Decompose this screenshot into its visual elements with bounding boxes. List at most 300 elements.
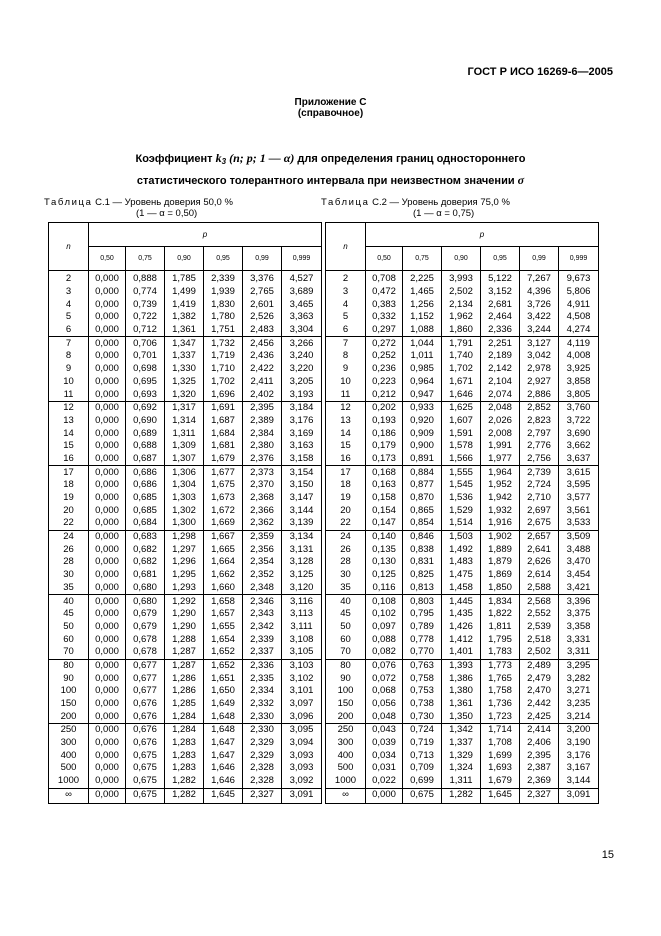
value-cell: 2,048 <box>481 401 520 414</box>
value-cell: 1,152 <box>403 311 442 324</box>
value-cell: 2,369 <box>520 775 559 788</box>
value-cell: 1,830 <box>204 298 243 311</box>
table-row <box>326 388 599 401</box>
table-row <box>326 659 599 672</box>
value-cell: 1,664 <box>204 556 243 569</box>
value-cell: 2,384 <box>243 427 282 440</box>
value-cell: 3,116 <box>282 595 322 608</box>
n-column-header: n <box>49 223 89 271</box>
table-row <box>326 685 599 698</box>
value-cell: 1,324 <box>442 762 481 775</box>
value-cell: 1,325 <box>165 376 204 389</box>
value-cell: 0,920 <box>403 415 442 428</box>
table-row <box>326 775 599 788</box>
value-cell: 0,683 <box>126 530 165 543</box>
value-cell: 1,667 <box>204 530 243 543</box>
annex-heading <box>0 97 661 119</box>
value-cell: 1,011 <box>403 350 442 363</box>
value-cell: 0,675 <box>126 788 165 804</box>
table-c1 <box>48 222 322 804</box>
value-cell: 1,650 <box>204 685 243 698</box>
n-cell: 13 <box>49 415 89 428</box>
value-cell: 3,577 <box>559 492 599 505</box>
value-cell: 0,719 <box>403 737 442 750</box>
value-cell: 1,320 <box>165 388 204 401</box>
value-cell: 1,297 <box>165 543 204 556</box>
value-cell: 1,648 <box>204 710 243 723</box>
value-cell: 1,646 <box>442 388 481 401</box>
value-cell: 0,763 <box>403 659 442 672</box>
value-cell: 1,834 <box>481 595 520 608</box>
value-cell: 2,797 <box>520 427 559 440</box>
value-cell: 1,687 <box>204 415 243 428</box>
value-cell: 0,909 <box>403 427 442 440</box>
value-cell: 2,329 <box>243 737 282 750</box>
n-cell: 7 <box>326 337 366 350</box>
value-cell: 2,852 <box>520 401 559 414</box>
table-row <box>49 659 322 672</box>
table-row <box>49 569 322 582</box>
value-cell: 3,139 <box>282 517 322 530</box>
n-cell: 28 <box>49 556 89 569</box>
value-cell: 1,942 <box>481 492 520 505</box>
value-cell: 3,925 <box>559 363 599 376</box>
table-row <box>49 775 322 788</box>
value-cell: 0,000 <box>89 337 126 350</box>
value-cell: 3,154 <box>282 466 322 479</box>
value-cell: 2,739 <box>520 466 559 479</box>
n-cell: ∞ <box>326 788 366 804</box>
n-cell: 200 <box>49 710 89 723</box>
value-cell: 1,860 <box>442 324 481 337</box>
value-cell: 0,964 <box>403 376 442 389</box>
value-cell: 3,169 <box>282 427 322 440</box>
table-row <box>326 427 599 440</box>
table-header <box>49 223 322 271</box>
n-cell: ∞ <box>49 788 89 804</box>
value-cell: 0,000 <box>89 271 126 286</box>
value-cell: 1,740 <box>442 350 481 363</box>
value-cell: 2,336 <box>481 324 520 337</box>
value-cell: 3,125 <box>282 569 322 582</box>
value-cell: 1,758 <box>481 685 520 698</box>
table-row <box>49 376 322 389</box>
value-cell: 2,328 <box>243 775 282 788</box>
header-row-1 <box>326 223 599 247</box>
n-cell: 22 <box>49 517 89 530</box>
n-cell: 19 <box>49 492 89 505</box>
value-cell: 1,337 <box>442 737 481 750</box>
n-cell: 16 <box>49 453 89 466</box>
value-cell: 2,342 <box>243 621 282 634</box>
value-cell: 0,000 <box>89 324 126 337</box>
value-cell: 3,805 <box>559 388 599 401</box>
value-cell: 2,142 <box>481 363 520 376</box>
n-cell: 11 <box>326 388 366 401</box>
table-row <box>49 388 322 401</box>
n-cell: 10 <box>49 376 89 389</box>
value-cell: 0,739 <box>126 298 165 311</box>
p-group-header: p <box>89 223 322 247</box>
title-rest: для определения границ одностороннего <box>297 153 526 165</box>
value-cell: 1,625 <box>442 401 481 414</box>
value-cell: 0,985 <box>403 363 442 376</box>
p-value-header: 0,90 <box>165 247 204 271</box>
value-cell: 2,710 <box>520 492 559 505</box>
value-cell: 1,657 <box>204 608 243 621</box>
value-cell: 0,072 <box>366 672 403 685</box>
value-cell: 0,709 <box>403 762 442 775</box>
value-cell: 0,675 <box>126 762 165 775</box>
value-cell: 3,595 <box>559 479 599 492</box>
value-cell: 3,214 <box>559 710 599 723</box>
value-cell: 0,770 <box>403 646 442 659</box>
value-cell: 2,352 <box>243 569 282 582</box>
value-cell: 1,380 <box>442 685 481 698</box>
value-cell: 1,647 <box>204 737 243 750</box>
value-cell: 0,682 <box>126 556 165 569</box>
value-cell: 0,154 <box>366 504 403 517</box>
table-row <box>326 762 599 775</box>
table-row <box>326 271 599 286</box>
value-cell: 3,470 <box>559 556 599 569</box>
header-row-1 <box>49 223 322 247</box>
value-cell: 2,626 <box>520 556 559 569</box>
n-cell: 4 <box>326 298 366 311</box>
p-value-header: 0,50 <box>366 247 403 271</box>
value-cell: 2,614 <box>520 569 559 582</box>
value-cell: 3,454 <box>559 569 599 582</box>
value-cell: 1,991 <box>481 440 520 453</box>
value-cell: 1,679 <box>481 775 520 788</box>
value-cell: 0,712 <box>126 324 165 337</box>
n-cell: 60 <box>326 633 366 646</box>
value-cell: 2,697 <box>520 504 559 517</box>
value-cell: 0,865 <box>403 504 442 517</box>
value-cell: 0,681 <box>126 569 165 582</box>
value-cell: 0,000 <box>89 659 126 672</box>
value-cell: 1,646 <box>204 775 243 788</box>
value-cell: 1,658 <box>204 595 243 608</box>
value-cell: 1,555 <box>442 466 481 479</box>
value-cell: 0,179 <box>366 440 403 453</box>
n-cell: 70 <box>49 646 89 659</box>
value-cell: 4,396 <box>520 286 559 299</box>
value-cell: 1,645 <box>481 788 520 804</box>
value-cell: 0,043 <box>366 724 403 737</box>
value-cell: 0,000 <box>89 762 126 775</box>
value-cell: 1,347 <box>165 337 204 350</box>
value-cell: 0,000 <box>89 633 126 646</box>
value-cell: 1,964 <box>481 466 520 479</box>
n-cell: 200 <box>326 710 366 723</box>
n-cell: 45 <box>326 608 366 621</box>
value-cell: 1,780 <box>204 311 243 324</box>
n-cell: 13 <box>326 415 366 428</box>
value-cell: 0,000 <box>89 517 126 530</box>
value-cell: 0,000 <box>89 775 126 788</box>
value-cell: 3,690 <box>559 427 599 440</box>
value-cell: 1,719 <box>204 350 243 363</box>
value-cell: 1,283 <box>165 749 204 762</box>
value-cell: 0,000 <box>89 350 126 363</box>
title-sigma: σ <box>517 173 525 187</box>
value-cell: 1,412 <box>442 633 481 646</box>
n-cell: 6 <box>49 324 89 337</box>
table-row <box>326 621 599 634</box>
table-row <box>49 324 322 337</box>
value-cell: 1,932 <box>481 504 520 517</box>
table-row <box>49 646 322 659</box>
table-row <box>326 440 599 453</box>
value-cell: 0,680 <box>126 582 165 595</box>
value-cell: 0,076 <box>366 659 403 672</box>
p-value-header: 0,95 <box>204 247 243 271</box>
value-cell: 1,282 <box>442 788 481 804</box>
value-cell: 1,710 <box>204 363 243 376</box>
value-cell: 0,000 <box>89 788 126 804</box>
value-cell: 1,662 <box>204 569 243 582</box>
value-cell: 0,891 <box>403 453 442 466</box>
n-cell: 400 <box>326 749 366 762</box>
value-cell: 0,068 <box>366 685 403 698</box>
n-cell: 22 <box>326 517 366 530</box>
value-cell: 0,000 <box>89 698 126 711</box>
value-cell: 0,900 <box>403 440 442 453</box>
value-cell: 2,456 <box>243 337 282 350</box>
n-cell: 1000 <box>326 775 366 788</box>
value-cell: 3,094 <box>282 737 322 750</box>
value-cell: 1,677 <box>204 466 243 479</box>
p-value-header: 0,99 <box>520 247 559 271</box>
n-cell: 4 <box>49 298 89 311</box>
value-cell: 0,684 <box>126 517 165 530</box>
value-cell: 1,393 <box>442 659 481 672</box>
value-cell: 2,327 <box>520 788 559 804</box>
value-cell: 3,131 <box>282 543 322 556</box>
value-cell: 1,646 <box>204 762 243 775</box>
value-cell: 1,290 <box>165 608 204 621</box>
value-cell: 3,533 <box>559 517 599 530</box>
value-cell: 2,329 <box>243 749 282 762</box>
value-cell: 2,366 <box>243 504 282 517</box>
n-cell: 3 <box>326 286 366 299</box>
value-cell: 0,884 <box>403 466 442 479</box>
value-cell: 3,176 <box>559 749 599 762</box>
title-symbol: k <box>215 151 222 165</box>
value-cell: 0,677 <box>126 672 165 685</box>
n-cell: 90 <box>326 672 366 685</box>
n-cell: 100 <box>49 685 89 698</box>
value-cell: 1,684 <box>204 427 243 440</box>
table-row <box>49 724 322 737</box>
table-row <box>49 710 322 723</box>
n-cell: 50 <box>326 621 366 634</box>
value-cell: 3,488 <box>559 543 599 556</box>
table-row <box>326 582 599 595</box>
value-cell: 3,200 <box>559 724 599 737</box>
value-cell: 0,000 <box>89 427 126 440</box>
caption-line2: (1 — α = 0,50) <box>136 208 198 219</box>
value-cell: 2,339 <box>243 633 282 646</box>
value-cell: 3,220 <box>282 363 322 376</box>
value-cell: 3,111 <box>282 621 322 634</box>
value-cell: 2,470 <box>520 685 559 698</box>
n-cell: 16 <box>326 453 366 466</box>
value-cell: 0,000 <box>89 569 126 582</box>
value-cell: 1,342 <box>442 724 481 737</box>
value-cell: 0,676 <box>126 710 165 723</box>
value-cell: 2,568 <box>520 595 559 608</box>
value-cell: 0,774 <box>126 286 165 299</box>
n-cell: 11 <box>49 388 89 401</box>
value-cell: 0,034 <box>366 749 403 762</box>
value-cell: 1,300 <box>165 517 204 530</box>
n-cell: 17 <box>326 466 366 479</box>
table-row <box>326 788 599 804</box>
table-row <box>326 608 599 621</box>
value-cell: 3,509 <box>559 530 599 543</box>
value-cell: 0,687 <box>126 453 165 466</box>
n-cell: 40 <box>49 595 89 608</box>
value-cell: 2,489 <box>520 659 559 672</box>
value-cell: 0,692 <box>126 401 165 414</box>
value-cell: 0,135 <box>366 543 403 556</box>
table-row <box>326 530 599 543</box>
value-cell: 3,358 <box>559 621 599 634</box>
value-cell: 0,472 <box>366 286 403 299</box>
value-cell: 3,144 <box>282 504 322 517</box>
value-cell: 1,977 <box>481 453 520 466</box>
value-cell: 2,373 <box>243 466 282 479</box>
table-row <box>49 621 322 634</box>
value-cell: 2,008 <box>481 427 520 440</box>
value-cell: 1,850 <box>481 582 520 595</box>
value-cell: 2,724 <box>520 479 559 492</box>
value-cell: 0,102 <box>366 608 403 621</box>
value-cell: 1,783 <box>481 646 520 659</box>
value-cell: 2,348 <box>243 582 282 595</box>
value-cell: 4,911 <box>559 298 599 311</box>
value-cell: 1,675 <box>204 479 243 492</box>
n-cell: 80 <box>49 659 89 672</box>
value-cell: 1,306 <box>165 466 204 479</box>
value-cell: 3,331 <box>559 633 599 646</box>
n-cell: 14 <box>326 427 366 440</box>
value-cell: 1,889 <box>481 543 520 556</box>
value-cell: 1,791 <box>442 337 481 350</box>
value-cell: 0,758 <box>403 672 442 685</box>
value-cell: 1,386 <box>442 672 481 685</box>
value-cell: 1,311 <box>165 427 204 440</box>
value-cell: 3,422 <box>520 311 559 324</box>
n-cell: 24 <box>49 530 89 543</box>
value-cell: 1,952 <box>481 479 520 492</box>
value-cell: 1,426 <box>442 621 481 634</box>
p-value-header: 0,75 <box>126 247 165 271</box>
value-cell: 2,641 <box>520 543 559 556</box>
n-cell: 2 <box>326 271 366 286</box>
table-row <box>326 737 599 750</box>
value-cell: 0,000 <box>89 376 126 389</box>
value-cell: 0,685 <box>126 492 165 505</box>
table-row <box>49 556 322 569</box>
value-cell: 1,287 <box>165 659 204 672</box>
table-row <box>326 569 599 582</box>
value-cell: 1,795 <box>481 633 520 646</box>
table-row <box>326 724 599 737</box>
value-cell: 1,649 <box>204 698 243 711</box>
value-cell: 1,329 <box>442 749 481 762</box>
value-cell: 2,189 <box>481 350 520 363</box>
value-cell: 2,483 <box>243 324 282 337</box>
value-cell: 2,776 <box>520 440 559 453</box>
p-value-header: 0,999 <box>282 247 322 271</box>
value-cell: 0,116 <box>366 582 403 595</box>
table-row <box>49 737 322 750</box>
value-cell: 0,000 <box>89 440 126 453</box>
value-cell: 3,561 <box>559 504 599 517</box>
value-cell: 2,436 <box>243 350 282 363</box>
value-cell: 2,395 <box>520 749 559 762</box>
table-row <box>49 530 322 543</box>
value-cell: 3,042 <box>520 350 559 363</box>
value-cell: 1,288 <box>165 633 204 646</box>
value-cell: 1,702 <box>442 363 481 376</box>
n-cell: 26 <box>49 543 89 556</box>
value-cell: 2,526 <box>243 311 282 324</box>
value-cell: 3,176 <box>282 415 322 428</box>
value-cell: 3,150 <box>282 479 322 492</box>
value-cell: 2,334 <box>243 685 282 698</box>
table-c2 <box>325 222 599 804</box>
n-cell: 150 <box>326 698 366 711</box>
value-cell: 0,685 <box>126 504 165 517</box>
page-title <box>0 149 661 190</box>
table-row <box>326 415 599 428</box>
value-cell: 1,607 <box>442 415 481 428</box>
value-cell: 0,000 <box>89 685 126 698</box>
n-cell: 7 <box>49 337 89 350</box>
value-cell: 3,235 <box>559 698 599 711</box>
n-cell: 400 <box>49 749 89 762</box>
value-cell: 0,676 <box>126 698 165 711</box>
value-cell: 1,290 <box>165 621 204 634</box>
value-cell: 0,048 <box>366 710 403 723</box>
value-cell: 3,295 <box>559 659 599 672</box>
value-cell: 1,696 <box>204 388 243 401</box>
value-cell: 2,657 <box>520 530 559 543</box>
value-cell: 2,422 <box>243 363 282 376</box>
value-cell: 3,421 <box>559 582 599 595</box>
value-cell: 3,396 <box>559 595 599 608</box>
value-cell: 0,000 <box>89 311 126 324</box>
value-cell: 1,647 <box>204 749 243 762</box>
value-cell: 0,947 <box>403 388 442 401</box>
title-args: (n; p; 1 — α) <box>226 151 298 165</box>
value-cell: 0,000 <box>89 286 126 299</box>
value-cell: 0,186 <box>366 427 403 440</box>
value-cell: 1,751 <box>204 324 243 337</box>
value-cell: 1,309 <box>165 440 204 453</box>
value-cell: 0,813 <box>403 582 442 595</box>
table-row <box>49 517 322 530</box>
value-cell: 1,337 <box>165 350 204 363</box>
value-cell: 3,091 <box>559 788 599 804</box>
value-cell: 2,134 <box>442 298 481 311</box>
header-row-2 <box>326 247 599 271</box>
value-cell: 4,274 <box>559 324 599 337</box>
